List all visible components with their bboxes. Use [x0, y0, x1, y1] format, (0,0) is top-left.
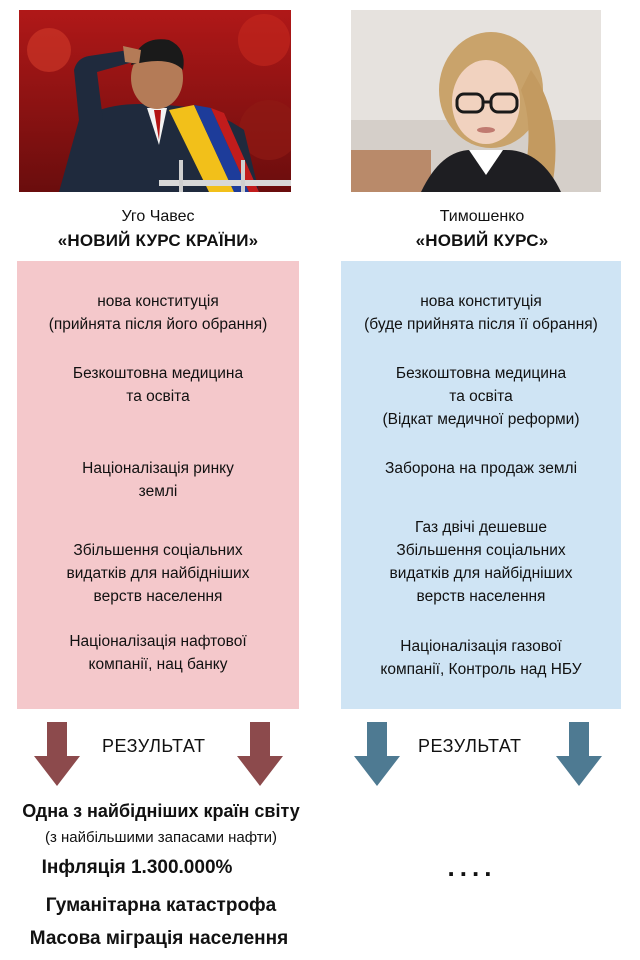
right-item-medicine: Безкоштовна медицина та освіта (Відкат медичної реформи): [382, 365, 580, 428]
tymoshenko-photo-illustration: [351, 10, 601, 192]
right-result-label: РЕЗУЛЬТАТ: [418, 736, 522, 756]
left-outcome-inflation: Інфляція 1.300.000%: [41, 857, 233, 878]
left-person-name: Уго Чавес: [121, 208, 195, 225]
right-person-name: Тимошенко: [439, 208, 525, 225]
left-item-constitution: нова конституція (прийнята після його обрання): [48, 293, 268, 333]
right-arrow-down-icon-2: [556, 722, 602, 786]
left-outcome-oil-reserves: (з найбільшими запасами нафти): [44, 829, 278, 846]
left-promises-panel: [17, 261, 299, 709]
right-slogan: «НОВИЙ КУРС»: [415, 231, 549, 250]
left-outcome-humanitarian: Гуманітарна катастрофа: [45, 895, 277, 916]
right-promises-panel: [341, 261, 621, 709]
left-item-oil: Націоналізація нафтової компанії, нац банку: [69, 633, 247, 673]
right-item-gas-social: Газ двічі дешевше Збільшення соціальних видатків для найбідніших верств населення: [389, 519, 573, 605]
right-item-constitution: нова конституція (буде прийнята після її обрання): [364, 293, 598, 333]
tymoshenko-photo: [351, 10, 601, 192]
left-slogan: «НОВИЙ КУРС КРАЇНИ»: [57, 231, 259, 250]
left-arrow-down-icon-2: [237, 722, 283, 786]
left-outcome-poorest: Одна з найбідніших країн світу: [22, 801, 300, 821]
left-arrow-down-icon: [34, 722, 80, 786]
chavez-photo: [19, 10, 291, 192]
right-outcome-ellipsis: ....: [447, 852, 497, 882]
chavez-photo-illustration: [19, 10, 291, 192]
right-item-land: Заборона на продаж землі: [384, 460, 578, 477]
left-result-label: РЕЗУЛЬТАТ: [102, 736, 206, 756]
left-item-social: Збільшення соціальних видатків для найбідніших верств населення: [66, 542, 250, 605]
right-arrow-down-icon: [354, 722, 400, 786]
left-outcome-migration: Масова міграція населення: [29, 928, 289, 949]
left-item-medicine: Безкоштовна медицина та освіта: [72, 365, 244, 405]
left-item-land: Націоналізація ринку землі: [82, 460, 234, 500]
right-item-gas-company: Націоналізація газової компанії, Контроль над НБУ: [380, 638, 582, 678]
